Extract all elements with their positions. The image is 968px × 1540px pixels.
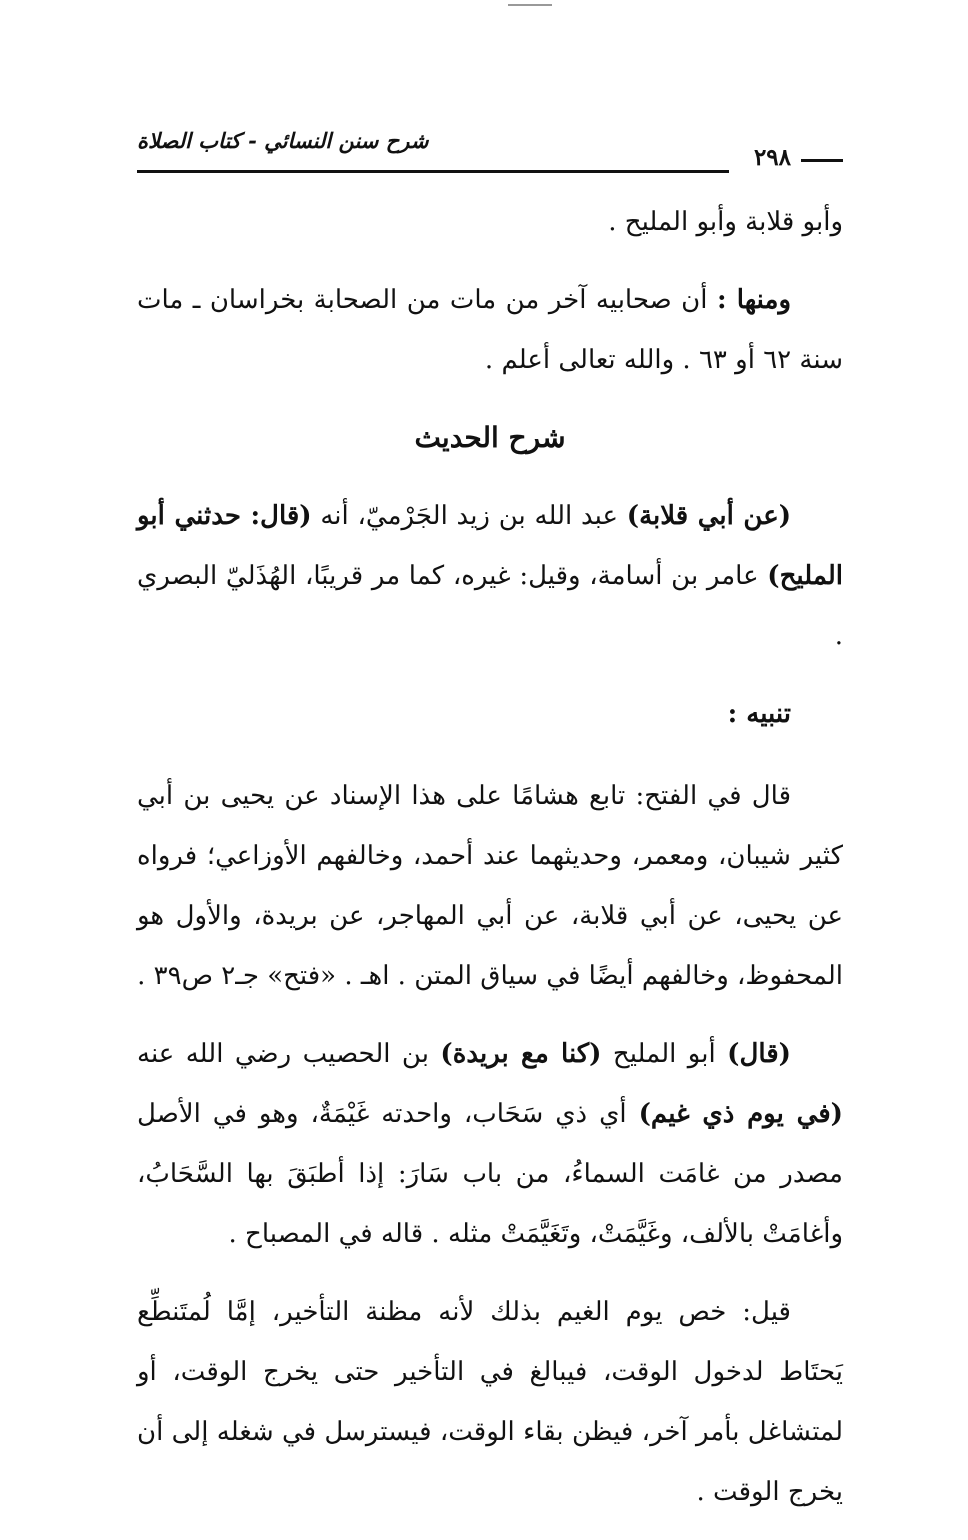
quoted-text: (قال: حدثني أبو المليح) — [137, 501, 843, 591]
paragraph-text: أن صحابيه آخر من مات من الصحابة بخراسان ـ مات سنة ٦٢ أو ٦٣ . والله تعالى أعلم . — [137, 285, 843, 375]
paragraph-text: عامر بن أسامة، وقيل: غيره، كما مر قريبًا، الهُذَليّ البصري . — [137, 561, 843, 651]
paragraph — [137, 1024, 843, 1264]
paragraph-text: أي ذي سَحَاب، واحدته غَيْمَةٌ، وهو في الأصل مصدر من غامَت السماءُ، من باب سَارَ: إذا أطبَقَ بها السَّحَابُ، وأغامَتْ بالألف، وغَيَّمَتْ، وتَغَيَّمَتْ مثله . قاله في المصباح . — [137, 1099, 843, 1249]
quoted-text: (عن أبي قلابة) — [626, 501, 792, 531]
page-number: ٢٩٨ — [753, 144, 791, 171]
paragraph: وأبو قلابة وأبو المليح . — [608, 207, 843, 237]
quoted-text: (في يوم ذي غيم) — [638, 1099, 843, 1129]
paragraph: قال في الفتح: تابع هشامًا على هذا الإسناد عن يحيى بن أبي كثير شيبان، ومعمر، وحديثهما عند أحمد، وخالفهم الأوزاعي؛ فرواه عن يحيى، عن أبي قلابة، عن أبي المهاجر، عن بريدة، والأول هو المحفوظ، وخالفهم أيضًا في سياق المتن . اهـ . «فتح» جـ٢ ص٣٩ . — [137, 781, 843, 991]
scan-mark — [508, 4, 552, 6]
page-body — [137, 192, 843, 1540]
paragraph — [137, 270, 843, 390]
running-title: شرح سنن النسائي - كتاب الصلاة — [137, 128, 429, 153]
paragraph-text: أبو المليح — [601, 1039, 728, 1069]
paragraph-text: عبد الله بن زيد الجَرْميّ، أنه — [311, 501, 627, 531]
note-heading: تنبيه : — [727, 699, 791, 729]
paragraph: قيل: خص يوم الغيم بذلك لأنه مظنة التأخير، إمَّا لُمتَنطِّع يَحتَاط لدخول الوقت، فيبالغ في التأخير حتى يخرج الوقت، أو لمتشاغل بأمر آخر، فيظن بقاء الوقت، فيسترسل في شغله إلى أن يخرج الوقت . — [137, 1297, 843, 1507]
section-heading: شرح الحديث — [414, 421, 566, 454]
page-header — [137, 118, 843, 178]
lead-term: ومنها : — [716, 285, 792, 315]
quoted-text: (قال) — [727, 1039, 791, 1069]
header-dash — [801, 159, 843, 162]
paragraph — [137, 486, 843, 666]
paragraph-text: بن الحصيب رضي الله عنه — [137, 1039, 441, 1069]
quoted-text: (كنا مع بريدة) — [440, 1039, 602, 1069]
header-rule — [137, 170, 729, 173]
